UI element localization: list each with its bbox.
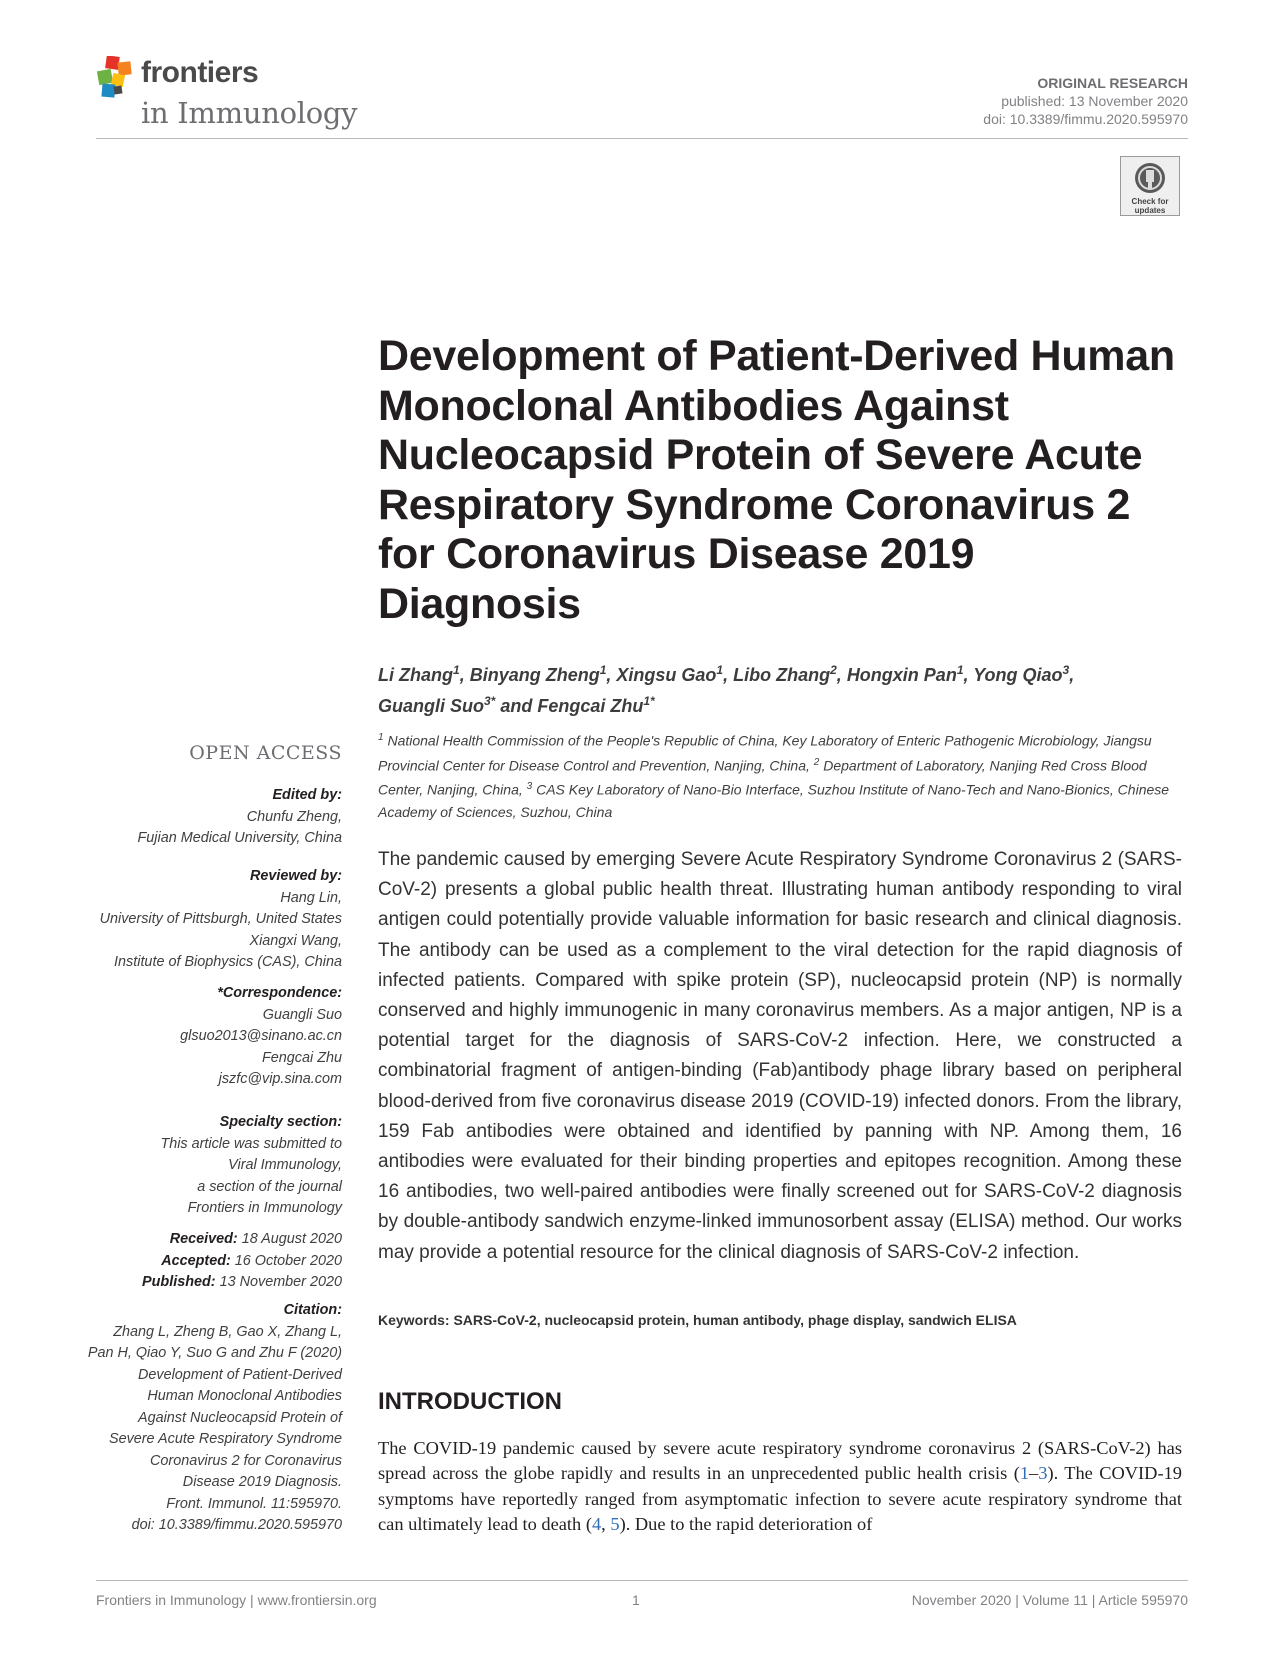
specialty-line: Frontiers in Immunology [187, 1200, 342, 1216]
affiliation-number: 3 [526, 781, 533, 793]
published-date-side [142, 1272, 342, 1294]
logo-word-frontiers: frontiers [141, 56, 259, 89]
author-affiliation-marker: 1 [716, 663, 724, 677]
abstract: The pandemic caused by emerging Severe Acute Respiratory Syndrome Coronavirus 2 (SARS-CoV-2) presents a global public health threat. Illustrating human antibody responding to viral antigen could potentially provide valuable information for basic research and clinical diagnosis. The antibody can be used as a complement to the viral detection for the rapid diagnosis of infected patients. Compared with spike protein (SP), nucleocapsid protein (NP) is normally conserved and highly immunogenic in many coronavirus members. As a major antigen, NP is a potential target for the diagnosis of SARS-CoV-2 infection. Here, we constructed a combinatorial fragment of antigen-binding (Fab)antibody phage library based on peripheral blood-derived from five coronavirus disease 2019 (COVID-19) infected donors. From the library, 159 Fab antibodies were obtained and identified by panning with NP. Among them, 16 antibodies were evaluated for their binding properties and epitopes recognition. Among these 16 antibodies, two well-paired antibodies were finally screened out for SARS-CoV-2 diagnosis by double-antibody sandwich enzyme-linked immunosorbent assay (ELISA) method. Our works may provide a potential resource for the clinical diagnosis of SARS-CoV-2 infection. [378, 849, 1182, 1263]
article-type: ORIGINAL RESEARCH [1037, 75, 1188, 91]
author-separator: , [963, 665, 974, 685]
published-value: 13 November 2020 [215, 1274, 342, 1290]
check-for-updates-badge[interactable] [1120, 156, 1180, 216]
citation-link-4[interactable]: 4 [591, 1513, 602, 1534]
specialty-line: a section of the journal [197, 1178, 342, 1195]
reviewer-line: Hang Lin, [280, 889, 342, 906]
intro-cite-range-dash: – [1029, 1463, 1039, 1484]
author-name[interactable]: Xingsu Gao [616, 665, 717, 685]
author-affiliation-marker: 1 [956, 663, 964, 677]
correspondent-email[interactable]: jszfc@vip.sina.com [218, 1071, 342, 1087]
accepted-date [142, 1251, 342, 1273]
accepted-label: Accepted: [161, 1252, 231, 1269]
author-name[interactable]: Binyang Zheng [469, 665, 600, 685]
sidebar-specialty-section [160, 1112, 342, 1220]
editor-line: Chunfu Zheng, [246, 808, 342, 825]
author-affiliation-marker: 1* [643, 694, 655, 708]
journal-logo[interactable] [96, 52, 396, 132]
author-separator: , [836, 665, 847, 685]
citation-label: Citation: [283, 1302, 342, 1318]
citation-line: Against Nucleocapsid Protein of [138, 1409, 342, 1426]
author-name[interactable]: Hongxin Pan [846, 665, 957, 685]
page-number: 1 [632, 1592, 640, 1608]
author-separator: , [606, 665, 617, 685]
correspondent-name: Fengcai Zhu [262, 1049, 342, 1066]
open-access-label: OPEN ACCESS [189, 742, 342, 764]
author-name[interactable]: Li Zhang [378, 665, 453, 685]
author-list [378, 657, 1158, 719]
affiliation-number: 1 [378, 732, 384, 743]
author-separator: and [495, 696, 538, 716]
citation-line: Front. Immunol. 11:595970. [166, 1495, 342, 1512]
article-title: Development of Patient-Derived Human Monoclonal Antibodies Against Nucleocapsid Protein of Severe Acute Respiratory Syndrome Coronavirus 2 for Coronavirus Disease 2019 Diagnosis [378, 332, 1175, 628]
frontiers-logo-icon [96, 56, 136, 102]
keywords: Keywords: SARS-CoV-2, nucleocapsid protein, human antibody, phage display, sandwich ELISA [378, 1312, 1017, 1328]
received-value: 18 August 2020 [237, 1231, 342, 1247]
specialty-section-label: Specialty section: [219, 1114, 342, 1130]
sidebar-dates [142, 1229, 342, 1294]
affiliations [378, 727, 1188, 823]
reviewed-by-label: Reviewed by: [250, 868, 342, 884]
specialty-line: Viral Immunology, [228, 1157, 342, 1173]
affiliation-number: 2 [813, 756, 820, 768]
author-separator: , [459, 665, 470, 685]
sidebar-citation [88, 1300, 342, 1537]
affiliation-text: National Health Commission of the People's Republic of China, Key Laboratory of Enteric Pathogenic Microbiology, Jiangsu Provincial Center for Disease Control and Prevention, Nanjing, China, [378, 732, 1152, 774]
logo-word-journal: in Immunology [141, 96, 358, 130]
reviewer-line: Institute of Biophysics (CAS), China [114, 954, 342, 970]
specialty-line: This article was submitted to [160, 1135, 342, 1152]
introduction-paragraph [378, 1436, 1182, 1537]
received-label: Received: [169, 1231, 238, 1247]
author-affiliation-marker: 3* [484, 694, 496, 708]
sidebar-correspondence [180, 983, 342, 1091]
citation-line: Human Monoclonal Antibodies [147, 1388, 342, 1404]
author-affiliation-marker: 3 [1062, 663, 1070, 677]
reviewer-line: Xiangxi Wang, [249, 932, 342, 949]
sidebar-reviewed-by [100, 866, 342, 974]
citation-link-1[interactable]: 1 [1019, 1463, 1030, 1484]
affiliation-text: Department of Laboratory, Nanjing Red Cross Blood Center, Nanjing, China, [378, 757, 1147, 798]
intro-cite-sep: , [601, 1513, 611, 1534]
author-affiliation-marker: 1 [599, 663, 607, 677]
received-date [142, 1229, 342, 1251]
correspondence-label: *Correspondence: [217, 985, 342, 1001]
author-separator: , [723, 665, 734, 685]
published-label: Published: [142, 1274, 216, 1290]
header-divider [96, 138, 1188, 139]
citation-line: Pan H, Qiao Y, Suo G and Zhu F (2020) [87, 1345, 342, 1361]
citation-link-3[interactable]: 3 [1038, 1463, 1048, 1484]
author-affiliation-marker: 1 [453, 663, 460, 677]
footer-divider [96, 1580, 1188, 1581]
edited-by-label: Edited by: [272, 787, 342, 803]
intro-text-1: The COVID-19 pandemic caused by severe acute respiratory syndrome coronavirus 2 (SARS-CoV-2) has spread across the globe rapidly and results in an unprecedented public health crisis ( [378, 1438, 1182, 1484]
footer-issue-info: November 2020 | Volume 11 | Article 595970 [911, 1592, 1188, 1608]
correspondent-name: Guangli Suo [262, 1006, 342, 1023]
citation-line: Zhang L, Zheng B, Gao X, Zhang L, [113, 1323, 342, 1340]
citation-line: Severe Acute Respiratory Syndrome [108, 1431, 342, 1447]
citation-line: Development of Patient-Derived [138, 1366, 342, 1383]
affiliation-text: CAS Key Laboratory of Nano-Bio Interface, Suzhou Institute of Nano-Tech and Nano-Bionics, Chinese Academy of Sciences, Suzhou, China [378, 781, 1170, 820]
author-name[interactable]: Yong Qiao [973, 665, 1063, 685]
intro-text-3: ). Due to the rapid deterioration of [619, 1513, 873, 1534]
check-updates-label: Check for updates [1131, 197, 1169, 215]
intro-text-2: ). The COVID-19 symptoms have reportedly ranged from asymptomatic infection to severe acute respiratory syndrome that can ultimately lead to death ( [378, 1463, 1182, 1534]
author-name[interactable]: Guangli Suo [378, 696, 484, 716]
correspondent-email[interactable]: glsuo2013@sinano.ac.cn [180, 1028, 342, 1044]
accepted-value: 16 October 2020 [230, 1252, 342, 1269]
editor-line: Fujian Medical University, China [137, 830, 342, 846]
footer-journal-site[interactable]: Frontiers in Immunology | www.frontiersin.org [96, 1592, 377, 1608]
article-doi[interactable]: doi: 10.3389/fimmu.2020.595970 [983, 111, 1188, 127]
sidebar-edited-by [138, 785, 342, 850]
citation-link-5[interactable]: 5 [610, 1513, 620, 1534]
citation-line: Coronavirus 2 for Coronavirus [150, 1452, 342, 1469]
published-date: published: 13 November 2020 [1001, 93, 1188, 109]
citation-line: Disease 2019 Diagnosis. [182, 1474, 342, 1490]
author-affiliation-marker: 2 [830, 663, 837, 677]
section-heading-introduction: INTRODUCTION [378, 1388, 562, 1415]
crossmark-icon [1133, 161, 1167, 195]
author-name[interactable]: Libo Zhang [733, 665, 831, 685]
author-separator: , [1069, 665, 1075, 685]
reviewer-line: University of Pittsburgh, United States [99, 911, 342, 927]
author-name[interactable]: Fengcai Zhu [537, 696, 644, 716]
citation-doi[interactable]: doi: 10.3389/fimmu.2020.595970 [131, 1517, 342, 1533]
article-meta [983, 74, 1188, 128]
